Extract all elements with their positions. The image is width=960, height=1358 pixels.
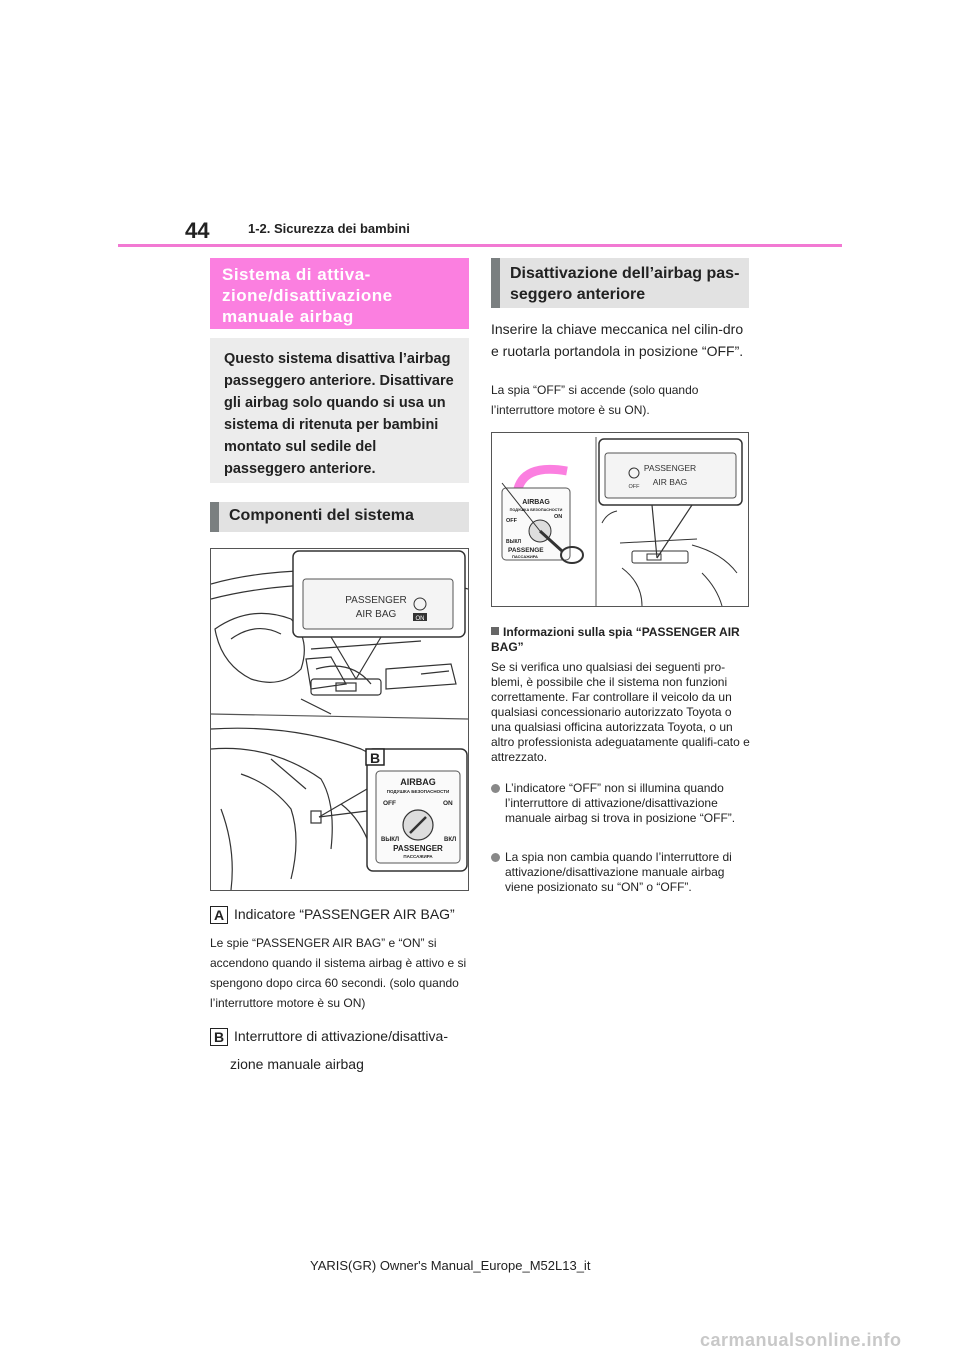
bullet-text-1: L’indicatore “OFF” non si illumina quando l’interruttore di attivazione/disattivazione manuale airbag si trova in posizione “OFF”. xyxy=(505,781,736,825)
topic-title xyxy=(210,258,469,329)
bullet-item xyxy=(491,850,753,895)
bullet-dot-icon xyxy=(491,853,500,862)
fig1-switch-off: OFF xyxy=(383,800,396,807)
bullet-dot-icon xyxy=(491,784,500,793)
components-illustration xyxy=(211,549,468,890)
deactivation-heading-text: Disattivazione dell’airbag pas- seggero anteriore xyxy=(510,265,740,303)
fig2-switch-airbag-ru: ПОДУШКА БЕЗОПАСНОСТИ xyxy=(509,508,563,512)
fig2-switch-off: OFF xyxy=(506,518,517,524)
header-rule xyxy=(118,244,842,247)
fig1-switch-airbag: AIRBAG xyxy=(400,777,436,787)
topic-title-text: Sistema di attiva- zione/disattivazione manuale airbag xyxy=(222,265,393,326)
intro-box xyxy=(210,338,469,483)
components-figure xyxy=(210,548,469,891)
fig1-switch-airbag-ru: ПОДУШКА БЕЗОПАСНОСТИ xyxy=(386,789,450,794)
label-a: A xyxy=(210,906,228,924)
fig2-switch-on: ON xyxy=(554,514,563,520)
off-note-text: La spia “OFF” si accende (solo quando l’interruttore motore è su ON). xyxy=(491,383,699,417)
label-b: B xyxy=(210,1028,228,1046)
intro-text: Questo sistema disattiva l’airbag passeggero anteriore. Disattivare gli airbag solo quando si usa un sistema di ritenuta per bambini montato sul sedile del passeggero anteriore. xyxy=(224,351,454,477)
item-b xyxy=(210,1022,472,1078)
components-heading-text: Componenti del sistema xyxy=(229,507,414,524)
deactivation-figure xyxy=(491,432,749,607)
deactivation-heading xyxy=(491,258,749,308)
fig1-switch-on-ru: ВКЛ xyxy=(444,837,457,843)
footer-text: YARIS(GR) Owner's Manual_Europe_M52L13_it xyxy=(310,1258,591,1273)
page-number: 44 xyxy=(185,218,210,243)
item-b-title-line2: zione manuale airbag xyxy=(230,1056,364,1072)
fig1-indicator-line1: PASSENGER xyxy=(345,595,407,606)
instruction-text: Inserire la chiave meccanica nel cilin-dro e ruotarla portandola in posizione “OFF”. xyxy=(491,321,744,359)
item-a-title: Indicatore “PASSENGER AIR BAG” xyxy=(234,906,455,922)
deactivation-illustration xyxy=(492,433,748,606)
info-title xyxy=(491,625,753,655)
fig2-indicator-line2: AIR BAG xyxy=(652,477,688,487)
item-a xyxy=(210,906,455,924)
fig1-indicator-line2: AIR BAG xyxy=(355,609,397,620)
section-title: 1-2. Sicurezza dei bambini xyxy=(248,221,410,236)
fig2-indicator-off: OFF xyxy=(628,484,640,490)
info-body: Se si verifica uno qualsiasi dei seguenti pro-blemi, è possibile che il sistema non funzioni correttamente. Far controllare il veicolo da un qualsiasi concessionario autorizzato Toyota o una qualsiasi officina autorizzata Toyota, o un altro professionista adeguatamente qualifi-cato e attrezzato. xyxy=(491,660,750,764)
info-title-text: Informazioni sulla spia “PASSENGER AIR BAG” xyxy=(491,625,740,654)
fig2-switch-airbag: AIRBAG xyxy=(522,499,550,506)
fig2-indicator-line1: PASSENGER xyxy=(643,463,697,473)
bullet-item xyxy=(491,781,753,826)
square-bullet-icon xyxy=(491,627,499,635)
fig1-switch-passenger: PASSENGER xyxy=(393,844,443,853)
item-b-title-line1: Interruttore di attivazione/disattiva- xyxy=(234,1028,448,1044)
fig1-switch-passenger-ru: ПАССАЖИРА xyxy=(403,854,433,859)
fig2-switch-off-ru: ВЫКЛ xyxy=(506,539,522,545)
fig1-indicator-on: ON xyxy=(415,616,425,622)
fig1-switch-off-ru: ВЫКЛ xyxy=(381,837,400,843)
components-heading xyxy=(210,502,469,532)
fig2-switch-passenger: PASSENGE xyxy=(508,547,544,554)
fig1-callout-b: B xyxy=(369,750,381,766)
item-a-description: Le spie “PASSENGER AIR BAG” e “ON” si accendono quando il sistema airbag è attivo e si spengono dopo circa 60 secondi. (solo quando l’interruttore motore è su ON) xyxy=(210,936,467,1010)
fig1-switch-on: ON xyxy=(443,800,453,807)
bullet-text-2: La spia non cambia quando l’interruttore di attivazione/disattivazione manuale airbag viene posizionato su “ON” o “OFF”. xyxy=(505,850,732,894)
fig2-switch-passenger-ru: ПАССАЖИРА xyxy=(512,554,538,559)
watermark: carmanualsonline.info xyxy=(700,1330,902,1350)
